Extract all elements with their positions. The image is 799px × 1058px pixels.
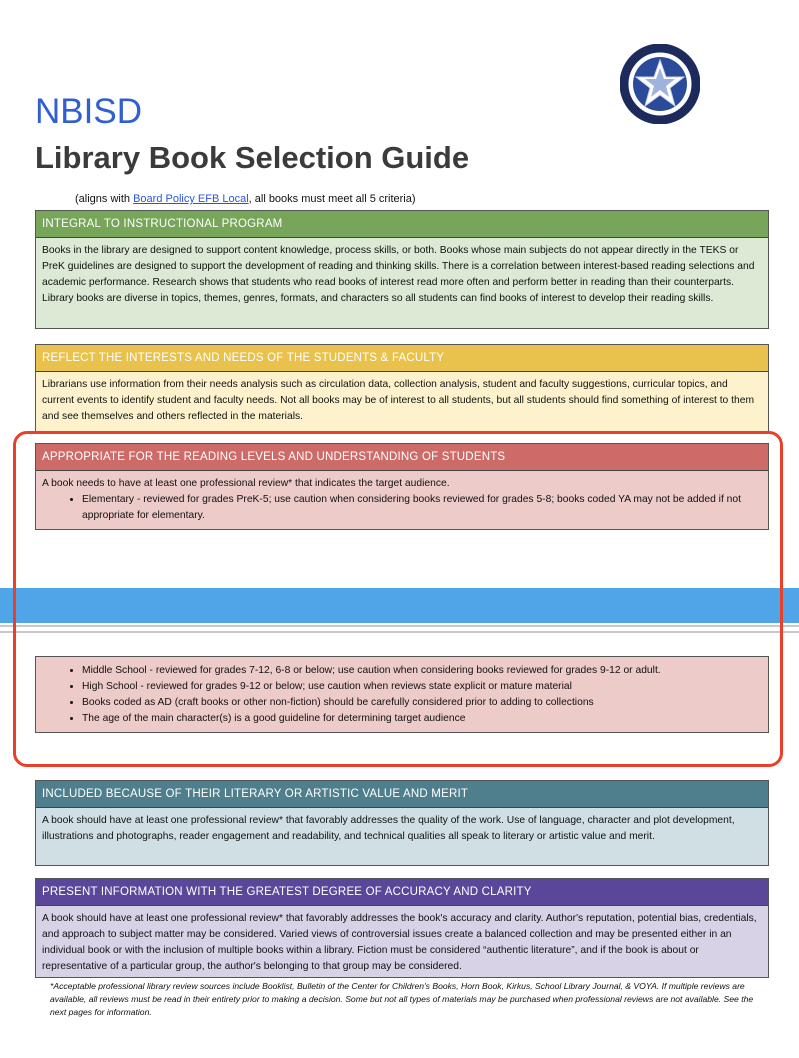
section-body: A book should have at least one professional review* that favorably addresses the quality of the work. Use of language, character and plot development, illustrations and photographs, reader engagement and readability, and technical qualities all speak to literary or artistic value and merit.: [36, 808, 768, 865]
subtitle-suffix: , all books must meet all 5 criteria): [248, 193, 416, 205]
list-item: • The age of the main character(s) is a good guideline for determining target audience: [82, 711, 762, 727]
section-body: Books in the library are designed to support content knowledge, process skills, or both. Books whose main subjects do not appear directly in the TEKS or PreK guidelines are designed to support the development of reading and thinking skills. There is a correlation between interest-based reading selections and academic performance. Research shows that students who read books of interest read more often and perform better in reading than their counterparts. Library books are diverse in topics, themes, genres, formats, and characters so all students can find books of interest to develop their reading skills.: [36, 238, 768, 328]
section-header: REFLECT THE INTERESTS AND NEEDS OF THE STUDENTS & FACULTY: [36, 345, 768, 372]
subtitle-prefix: (aligns with: [75, 193, 134, 205]
board-policy-link[interactable]: Board Policy EFB Local: [133, 193, 249, 205]
section-header: PRESENT INFORMATION WITH THE GREATEST DEGREE OF ACCURACY AND CLARITY: [36, 879, 768, 906]
section-intro: A book needs to have at least one professional review* that indicates the target audience.: [42, 478, 450, 489]
highlight-annotation: [13, 431, 783, 767]
section-body: A book should have at least one professional review* that favorably addresses the book's accuracy and clarity. Author's reputation, potential bias, credentials, and approach to subject matter may be considered. Varied views of controversial issues create a balanced collection and may be presented either in an individual book or with the inclusion of multiple books within a library. Fiction must be considered “authentic literature”, and if the book is about or representative of a particular group, the author's belonging to that group may be considered.: [36, 906, 768, 977]
section-body: Librarians use information from their needs analysis such as circulation data, collection analysis, student and faculty suggestions, curricular topics, and current events to identify student and faculty needs. Not all books may be of interest to all students, but all students should find something of interest to them and see themselves and others reflected in the materials.: [36, 372, 768, 432]
page-title: Library Book Selection Guide: [35, 140, 470, 175]
section-instructional-program: [35, 210, 769, 329]
list-item: • Books coded as AD (craft books or other non-fiction) should be carefully considered prior to adding to collections: [82, 695, 762, 711]
list-item: • Elementary - reviewed for grades PreK-5; use caution when considering books reviewed for grades 5-8; books coded YA may not be added if not appropriate for elementary.: [82, 492, 762, 524]
list-item: • Middle School - reviewed for grades 7-12, 6-8 or below; use caution when considering books reviewed for grades 9-12 or adult.: [82, 663, 762, 679]
list-item: • High School - reviewed for grades 9-12 or below; use caution when reviews state explicit or mature material: [82, 679, 762, 695]
footnote: *Acceptable professional library review sources include Booklist, Bulletin of the Center for Children's Books, Horn Book, Kirkus, School Library Journal, & VOYA. If multiple reviews are available, all reviews must be read in their entirety prior to making a decision. Some but not all types of materials may be purchased when professional reviews are not available. See the next pages for information.: [50, 981, 754, 1017]
district-seal-logo: [620, 44, 700, 124]
section-literary-value: [35, 780, 769, 866]
organization-name: NBISD: [35, 92, 142, 131]
section-header: INTEGRAL TO INSTRUCTIONAL PROGRAM: [36, 211, 768, 238]
subtitle: [75, 193, 416, 205]
section-header: APPROPRIATE FOR THE READING LEVELS AND UNDERSTANDING OF STUDENTS: [36, 444, 768, 471]
section-interests-needs: [35, 344, 769, 433]
section-header: INCLUDED BECAUSE OF THEIR LITERARY OR ARTISTIC VALUE AND MERIT: [36, 781, 768, 808]
section-accuracy-clarity: [35, 878, 769, 978]
